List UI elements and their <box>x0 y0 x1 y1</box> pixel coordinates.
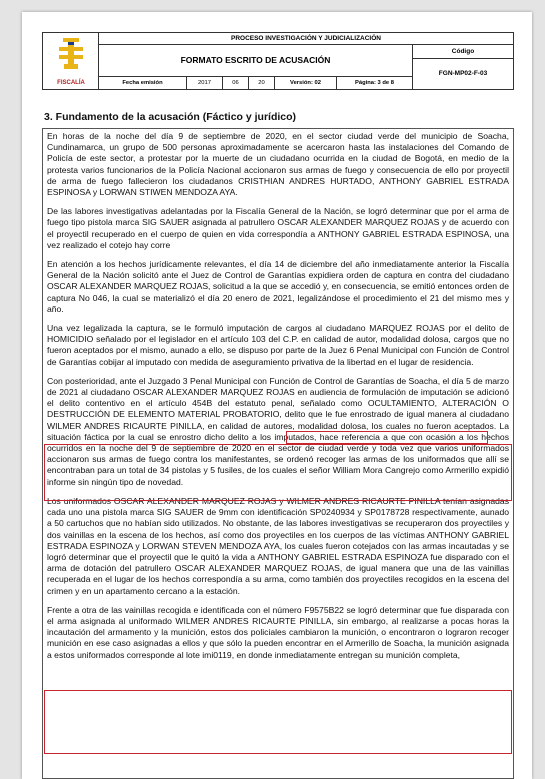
code-value: FGN-MP02-F-03 <box>438 70 488 77</box>
form-title: FORMATO ESCRITO DE ACUSACIÓN <box>99 45 413 77</box>
emission-year: 2017 <box>187 77 223 89</box>
section-title: 3. Fundamento de la acusación (Fáctico y jurídico) <box>44 111 297 123</box>
highlight-casing-box <box>44 690 512 754</box>
header-meta-row <box>99 77 413 89</box>
emission-month: 06 <box>223 77 249 89</box>
paragraph-6: Los uniformados OSCAR ALEXANDER MARQUEZ ROJAS y WILMER ANDRES RICAURTE PINILLA tenían asignadas cada uno una pistola marca SIG SAUER de 9mm con identificación SP0240934 y SP0178728 respectivamente, aunado a 50 cartuchos que no habían sido utilizados. No obstante, de las labores investigativas se recuperaron dos proyectiles y dos vainillas en la escena de los hechos, así como dos proyectiles en los cuerpos de las víctimas ANTHONY GABRIEL ESTRADA ESPINOZA y LORWAN STEVEN MENDOZA AYA, los cuales fueron cotejados con las armas incautadas y se logró determinar que el proyectil que le quitó la vida a ANTHONY GABRIEL ESTRADA ESPINOZA fue disparado con el arma de dotación del patrullero OSCAR ALEXANDER MARQUEZ ROJAS, de igual manera que una de las vainillas recuperada en el lugar de los hechos correspondía a su arma, como también dos proyectiles recogidos en la escena del crimen y en un apartamento cercano a la estación. <box>47 495 509 596</box>
emission-day: 20 <box>249 77 275 89</box>
paragraph-1: En horas de la noche del día 9 de septiembre de 2020, en el sector ciudad verde del municipio de Soacha, Cundinamarca, un grupo de 500 personas aproximadamente se acercaron hasta las instalaciones del Comando de Policía de este sector, a protestar por la muerte de un ciudadano ocurrida en la ciudad de Bogotá, en medio de la protesta varios funcionarios de la Policía Nacional accionaron sus armas de fuego y consecuencia de ello por proyectil de arma de fuego fallecieron los ciudadanos CRISTHIAN ANDRES HURTADO, ANTHONY GABRIEL ESTRADA ESPINOSA y LORWAN STIWEN MENDOZA AYA. <box>47 131 509 198</box>
page-label: Página: 3 de 8 <box>355 80 394 86</box>
paragraph-3: En atención a los hechos jurídicamente relevantes, el día 14 de diciembre del año inmediatamente anterior la Fiscalía General de la Nación solicitó ante el Juez de Control de Garantías expidiera orden de captura en contra del ciudadano OSCAR ALEXANDER MARQUEZ ROJAS, solicitud a la que se accedió y, en consecuencia, se emitió entonces orden de captura No 046, la cual se materializó el día 20 enero de 2021, legalizándose el procedimiento el 21 del mismo mes y año. <box>47 259 509 314</box>
version-label: Versión: 02 <box>275 77 337 89</box>
paragraph-7: Frente a otra de las vainillas recogida e identificada con el número F9575B22 se logró determinar que fue disparada con el arma asignada al uniformado WILMER ANDRES RICAURTE PINILLA, sin embargo, al realizarse a pocas horas la incautación del armamento y la munición, estos dos policiales cambiaron la munición, o encontraron o lograron recoger munición en ese caso asignadas a ellos y que sólo la pueden encontrar en el Armerillo de Soacha, la munición asignada a estos uniformados corresponde al lote imi0119, en donde inmediatamente entregan su munición completa, <box>47 604 509 660</box>
paragraph-5: Con posterioridad, ante el Juzgado 3 Penal Municipal con Función de Control de Garantías de Soacha, el día 5 de marzo de 2021 al ciudadano OSCAR ALEXANDER MARQUEZ ROJAS en audiencia de formulación de imputación se adicionó el delito contentivo en el artículo 454B del estatuto penal, señalado como OCULTAMIENTO, ALTERACIÓN O DESTRUCCIÓN DE ELEMENTO MATERIAL PROBATORIO, delito que le fue enrostrado de igual manera al ciudadano WILMER ANDRES RICAURTE PINILLA, en calidad de autores, modalidad dolosa, los cuales no fueron aceptados. La situación fáctica por la cual se enrostro dicho delito a los imputados, hace referencia a que con ocasión a los hechos ocurridos en la noche del 9 de septiembre de 2020 en el sector de ciudad verde y toda vez que varios uniformados accionaron sus armas de fuego contra los manifestantes, se ordenó recoger las armas de los uniformados que allí se encontraban para un total de 34 pistolas y 5 fusiles, de los cuales el señor William Mora Cangrejo como Armerillo expidió informe sin ningún tipo de novedad. <box>47 375 509 487</box>
paragraph-4: Una vez legalizada la captura, se le formuló imputación de cargos al ciudadano MARQUEZ ROJAS por el delito de HOMICIDIO señalado por el legislador en el artículo 103 del C.P. en calidad de autor, modalidad dolosa, cargos que no fueron aceptados por el mismo, aunado a ello, se dispuso por parte de la Juez 6 Penal Municipal con Función de Control de Garantías cobijar al imputado con medida de aseguramiento privativa de la libertad en el lugar de residencia. <box>47 323 509 367</box>
code-label: Código <box>413 45 513 59</box>
paragraph-2: De las labores investigativas adelantadas por la Fiscalía General de la Nación, se logró determinar que por el arma de fuego tipo pistola marca SIG SAUER asignada al patrullero OSCAR ALEXANDER MARQUEZ ROJAS y de acuerdo con el proyectil recuperado en el cuerpo de quien en vida correspondía a ANTHONY GABRIEL ESTRADA ESPINOSA, una vez realizado el cotejo hay corre <box>47 206 509 250</box>
document-header <box>42 32 514 90</box>
logo-label: FISCALÍA <box>57 80 85 86</box>
process-title: PROCESO INVESTIGACIÓN Y JUDICIALIZACIÓN <box>99 33 513 45</box>
highlight-name-box <box>286 431 488 444</box>
highlight-offense-box <box>44 444 512 501</box>
coat-of-arms-icon <box>55 36 87 72</box>
document-page <box>22 12 532 779</box>
emission-label: Fecha emisión <box>99 77 187 89</box>
fiscalia-logo <box>43 33 99 89</box>
